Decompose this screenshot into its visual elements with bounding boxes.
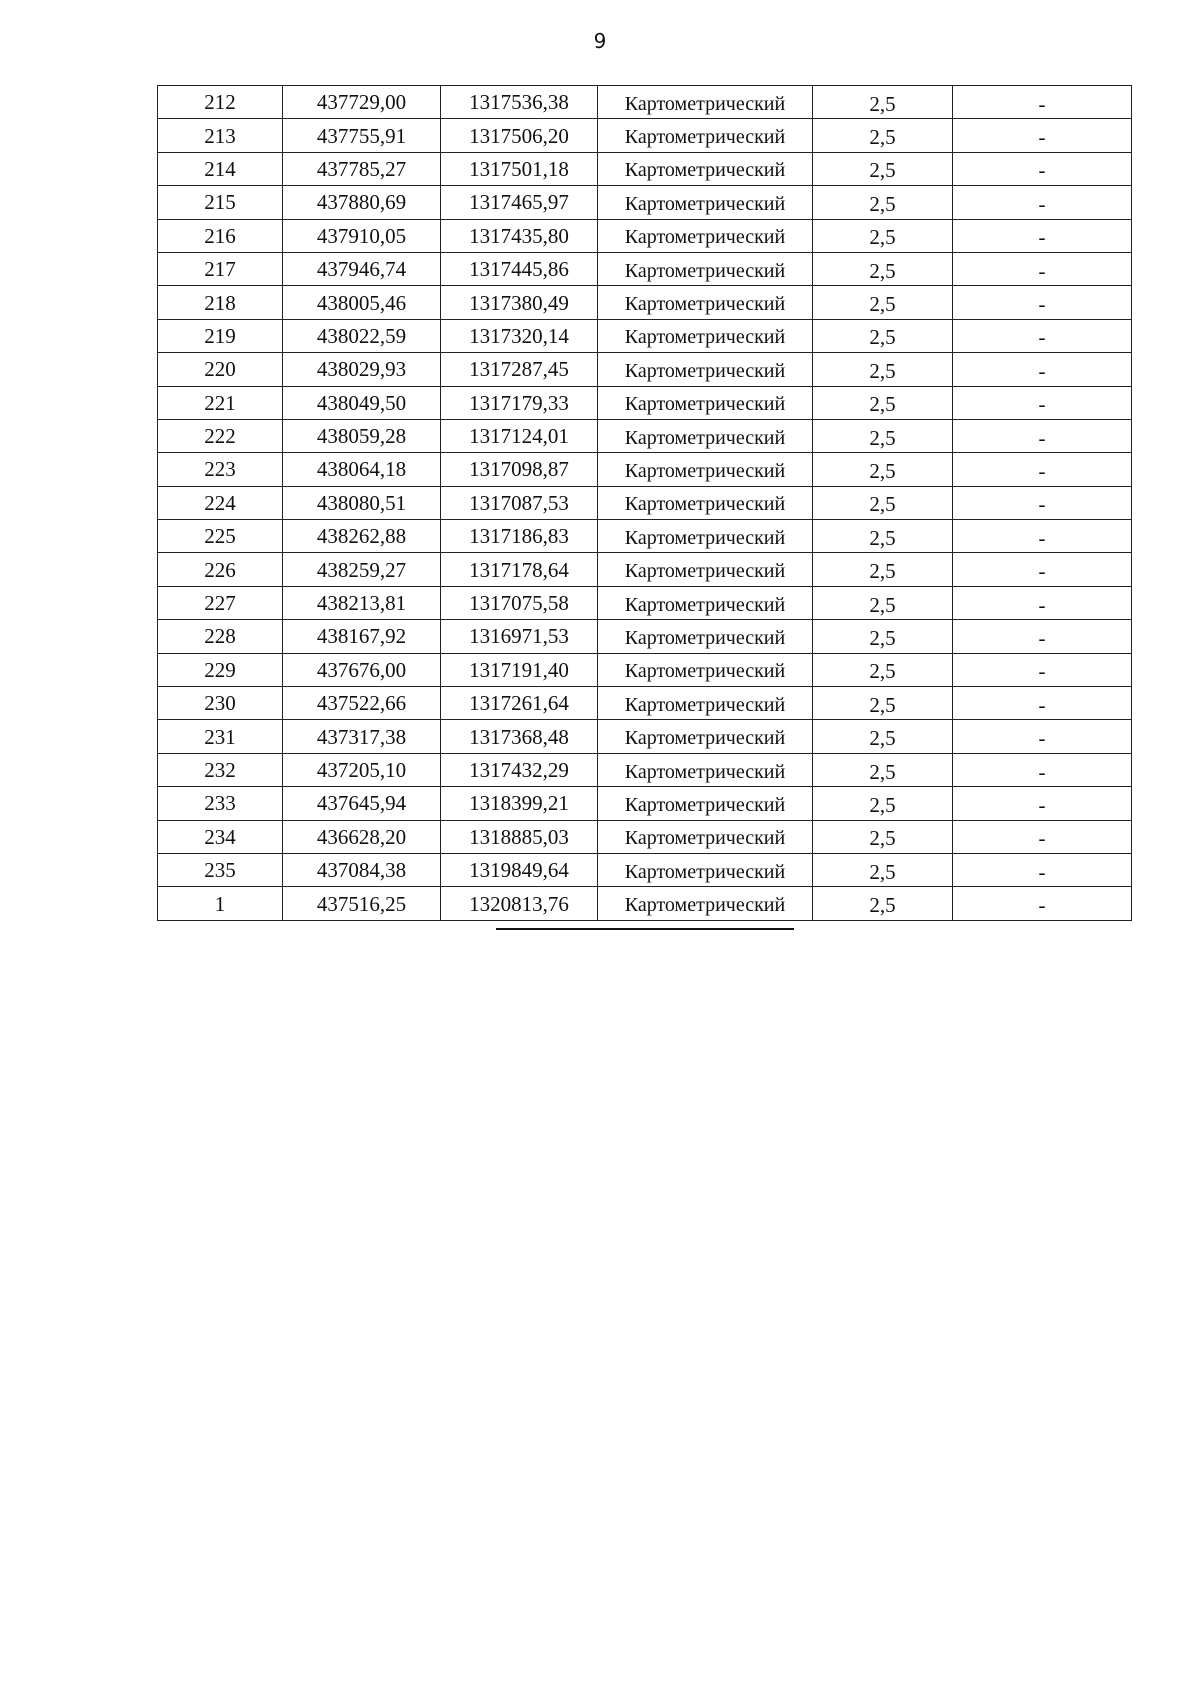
- method-cell: Картометрический: [598, 453, 813, 486]
- method-cell: Картометрический: [598, 486, 813, 519]
- point-number-cell: 1: [158, 887, 283, 920]
- point-number-cell: 232: [158, 753, 283, 786]
- table-row: [158, 787, 1132, 820]
- table-row: [158, 620, 1132, 653]
- table-row: [158, 453, 1132, 486]
- coord-x-cell: 438059,28: [283, 419, 441, 452]
- coord-x-cell: 438029,93: [283, 353, 441, 386]
- point-number-cell: 233: [158, 787, 283, 820]
- accuracy-cell: 2,5: [813, 887, 953, 920]
- coord-x-cell: 437785,27: [283, 152, 441, 185]
- accuracy-cell: 2,5: [813, 553, 953, 586]
- accuracy-cell: 2,5: [813, 620, 953, 653]
- coord-y-cell: 1320813,76: [441, 887, 598, 920]
- method-cell: Картометрический: [598, 887, 813, 920]
- coord-y-cell: 1317098,87: [441, 453, 598, 486]
- coord-y-cell: 1317501,18: [441, 152, 598, 185]
- table-row: [158, 419, 1132, 452]
- coord-x-cell: 437755,91: [283, 119, 441, 152]
- method-cell: Картометрический: [598, 787, 813, 820]
- method-cell: Картометрический: [598, 853, 813, 886]
- accuracy-cell: 2,5: [813, 753, 953, 786]
- coord-y-cell: 1317435,80: [441, 219, 598, 252]
- table-row: [158, 887, 1132, 920]
- point-number-cell: 231: [158, 720, 283, 753]
- point-number-cell: 217: [158, 252, 283, 285]
- coord-y-cell: 1318885,03: [441, 820, 598, 853]
- table-row: [158, 553, 1132, 586]
- method-cell: Картометрический: [598, 219, 813, 252]
- point-number-cell: 215: [158, 186, 283, 219]
- coord-y-cell: 1317506,20: [441, 119, 598, 152]
- coord-x-cell: 437880,69: [283, 186, 441, 219]
- table-row: [158, 152, 1132, 185]
- method-cell: Картометрический: [598, 353, 813, 386]
- method-cell: Картометрический: [598, 252, 813, 285]
- coord-y-cell: 1317380,49: [441, 286, 598, 319]
- description-cell: -: [953, 620, 1132, 653]
- coord-y-cell: 1317536,38: [441, 86, 598, 119]
- description-cell: -: [953, 520, 1132, 553]
- coord-y-cell: 1317287,45: [441, 353, 598, 386]
- coord-x-cell: 438080,51: [283, 486, 441, 519]
- point-number-cell: 234: [158, 820, 283, 853]
- table-row: [158, 520, 1132, 553]
- method-cell: Картометрический: [598, 419, 813, 452]
- description-cell: -: [953, 787, 1132, 820]
- description-cell: -: [953, 553, 1132, 586]
- coord-x-cell: 438213,81: [283, 586, 441, 619]
- coord-x-cell: 438167,92: [283, 620, 441, 653]
- description-cell: -: [953, 753, 1132, 786]
- coord-y-cell: 1317124,01: [441, 419, 598, 452]
- accuracy-cell: 2,5: [813, 720, 953, 753]
- coord-x-cell: 437729,00: [283, 86, 441, 119]
- method-cell: Картометрический: [598, 386, 813, 419]
- table-row: [158, 119, 1132, 152]
- method-cell: Картометрический: [598, 319, 813, 352]
- description-cell: -: [953, 820, 1132, 853]
- coord-x-cell: 437317,38: [283, 720, 441, 753]
- accuracy-cell: 2,5: [813, 152, 953, 185]
- point-number-cell: 230: [158, 687, 283, 720]
- coord-y-cell: 1317261,64: [441, 687, 598, 720]
- description-cell: -: [953, 186, 1132, 219]
- accuracy-cell: 2,5: [813, 419, 953, 452]
- coord-x-cell: 438049,50: [283, 386, 441, 419]
- description-cell: -: [953, 453, 1132, 486]
- point-number-cell: 213: [158, 119, 283, 152]
- point-number-cell: 218: [158, 286, 283, 319]
- coordinates-table-body: [158, 86, 1132, 921]
- method-cell: Картометрический: [598, 286, 813, 319]
- point-number-cell: 220: [158, 353, 283, 386]
- table-row: [158, 286, 1132, 319]
- coord-y-cell: 1317178,64: [441, 553, 598, 586]
- method-cell: Картометрический: [598, 687, 813, 720]
- point-number-cell: 235: [158, 853, 283, 886]
- coord-y-cell: 1317191,40: [441, 653, 598, 686]
- accuracy-cell: 2,5: [813, 586, 953, 619]
- description-cell: -: [953, 720, 1132, 753]
- table-row: [158, 720, 1132, 753]
- coord-y-cell: 1317368,48: [441, 720, 598, 753]
- point-number-cell: 212: [158, 86, 283, 119]
- description-cell: -: [953, 486, 1132, 519]
- accuracy-cell: 2,5: [813, 252, 953, 285]
- point-number-cell: 219: [158, 319, 283, 352]
- table-row: [158, 820, 1132, 853]
- method-cell: Картометрический: [598, 586, 813, 619]
- table-row: [158, 687, 1132, 720]
- coord-y-cell: 1317465,97: [441, 186, 598, 219]
- method-cell: Картометрический: [598, 119, 813, 152]
- point-number-cell: 216: [158, 219, 283, 252]
- description-cell: -: [953, 419, 1132, 452]
- method-cell: Картометрический: [598, 753, 813, 786]
- method-cell: Картометрический: [598, 653, 813, 686]
- description-cell: -: [953, 586, 1132, 619]
- accuracy-cell: 2,5: [813, 687, 953, 720]
- coord-y-cell: 1317320,14: [441, 319, 598, 352]
- coord-y-cell: 1317075,58: [441, 586, 598, 619]
- method-cell: Картометрический: [598, 186, 813, 219]
- coord-y-cell: 1317445,86: [441, 252, 598, 285]
- coord-x-cell: 437910,05: [283, 219, 441, 252]
- table-row: [158, 186, 1132, 219]
- coord-x-cell: 438262,88: [283, 520, 441, 553]
- accuracy-cell: 2,5: [813, 453, 953, 486]
- table-row: [158, 853, 1132, 886]
- accuracy-cell: 2,5: [813, 520, 953, 553]
- table-row: [158, 86, 1132, 119]
- description-cell: -: [953, 353, 1132, 386]
- method-cell: Картометрический: [598, 520, 813, 553]
- accuracy-cell: 2,5: [813, 653, 953, 686]
- point-number-cell: 222: [158, 419, 283, 452]
- table-row: [158, 586, 1132, 619]
- description-cell: -: [953, 119, 1132, 152]
- description-cell: -: [953, 286, 1132, 319]
- description-cell: -: [953, 687, 1132, 720]
- description-cell: -: [953, 386, 1132, 419]
- table-row: [158, 653, 1132, 686]
- coord-x-cell: 438259,27: [283, 553, 441, 586]
- accuracy-cell: 2,5: [813, 219, 953, 252]
- coord-y-cell: 1319849,64: [441, 853, 598, 886]
- table-row: [158, 486, 1132, 519]
- point-number-cell: 225: [158, 520, 283, 553]
- description-cell: -: [953, 319, 1132, 352]
- accuracy-cell: 2,5: [813, 787, 953, 820]
- point-number-cell: 224: [158, 486, 283, 519]
- accuracy-cell: 2,5: [813, 853, 953, 886]
- accuracy-cell: 2,5: [813, 319, 953, 352]
- coord-y-cell: 1318399,21: [441, 787, 598, 820]
- coord-x-cell: 437676,00: [283, 653, 441, 686]
- method-cell: Картометрический: [598, 86, 813, 119]
- description-cell: -: [953, 152, 1132, 185]
- point-number-cell: 226: [158, 553, 283, 586]
- method-cell: Картометрический: [598, 553, 813, 586]
- description-cell: -: [953, 887, 1132, 920]
- table-row: [158, 319, 1132, 352]
- table-row: [158, 753, 1132, 786]
- coord-y-cell: 1317432,29: [441, 753, 598, 786]
- description-cell: -: [953, 219, 1132, 252]
- table-row: [158, 252, 1132, 285]
- coord-x-cell: 436628,20: [283, 820, 441, 853]
- coord-x-cell: 437946,74: [283, 252, 441, 285]
- description-cell: -: [953, 252, 1132, 285]
- coord-x-cell: 438064,18: [283, 453, 441, 486]
- coord-x-cell: 437084,38: [283, 853, 441, 886]
- description-cell: -: [953, 86, 1132, 119]
- accuracy-cell: 2,5: [813, 353, 953, 386]
- accuracy-cell: 2,5: [813, 86, 953, 119]
- point-number-cell: 223: [158, 453, 283, 486]
- accuracy-cell: 2,5: [813, 820, 953, 853]
- point-number-cell: 228: [158, 620, 283, 653]
- table-row: [158, 353, 1132, 386]
- point-number-cell: 227: [158, 586, 283, 619]
- coord-y-cell: 1316971,53: [441, 620, 598, 653]
- coord-y-cell: 1317179,33: [441, 386, 598, 419]
- accuracy-cell: 2,5: [813, 186, 953, 219]
- table-row: [158, 219, 1132, 252]
- method-cell: Картометрический: [598, 620, 813, 653]
- description-cell: -: [953, 853, 1132, 886]
- page-number: 9: [593, 29, 607, 53]
- coord-y-cell: 1317087,53: [441, 486, 598, 519]
- accuracy-cell: 2,5: [813, 286, 953, 319]
- method-cell: Картометрический: [598, 720, 813, 753]
- point-number-cell: 229: [158, 653, 283, 686]
- coord-x-cell: 437522,66: [283, 687, 441, 720]
- coord-x-cell: 437645,94: [283, 787, 441, 820]
- coordinates-table: [157, 85, 1132, 921]
- point-number-cell: 214: [158, 152, 283, 185]
- coord-x-cell: 438022,59: [283, 319, 441, 352]
- coord-y-cell: 1317186,83: [441, 520, 598, 553]
- coord-x-cell: 437205,10: [283, 753, 441, 786]
- table-row: [158, 386, 1132, 419]
- accuracy-cell: 2,5: [813, 486, 953, 519]
- description-cell: -: [953, 653, 1132, 686]
- method-cell: Картометрический: [598, 820, 813, 853]
- accuracy-cell: 2,5: [813, 119, 953, 152]
- coord-x-cell: 438005,46: [283, 286, 441, 319]
- point-number-cell: 221: [158, 386, 283, 419]
- accuracy-cell: 2,5: [813, 386, 953, 419]
- coord-x-cell: 437516,25: [283, 887, 441, 920]
- method-cell: Картометрический: [598, 152, 813, 185]
- end-of-document-line: [496, 928, 794, 930]
